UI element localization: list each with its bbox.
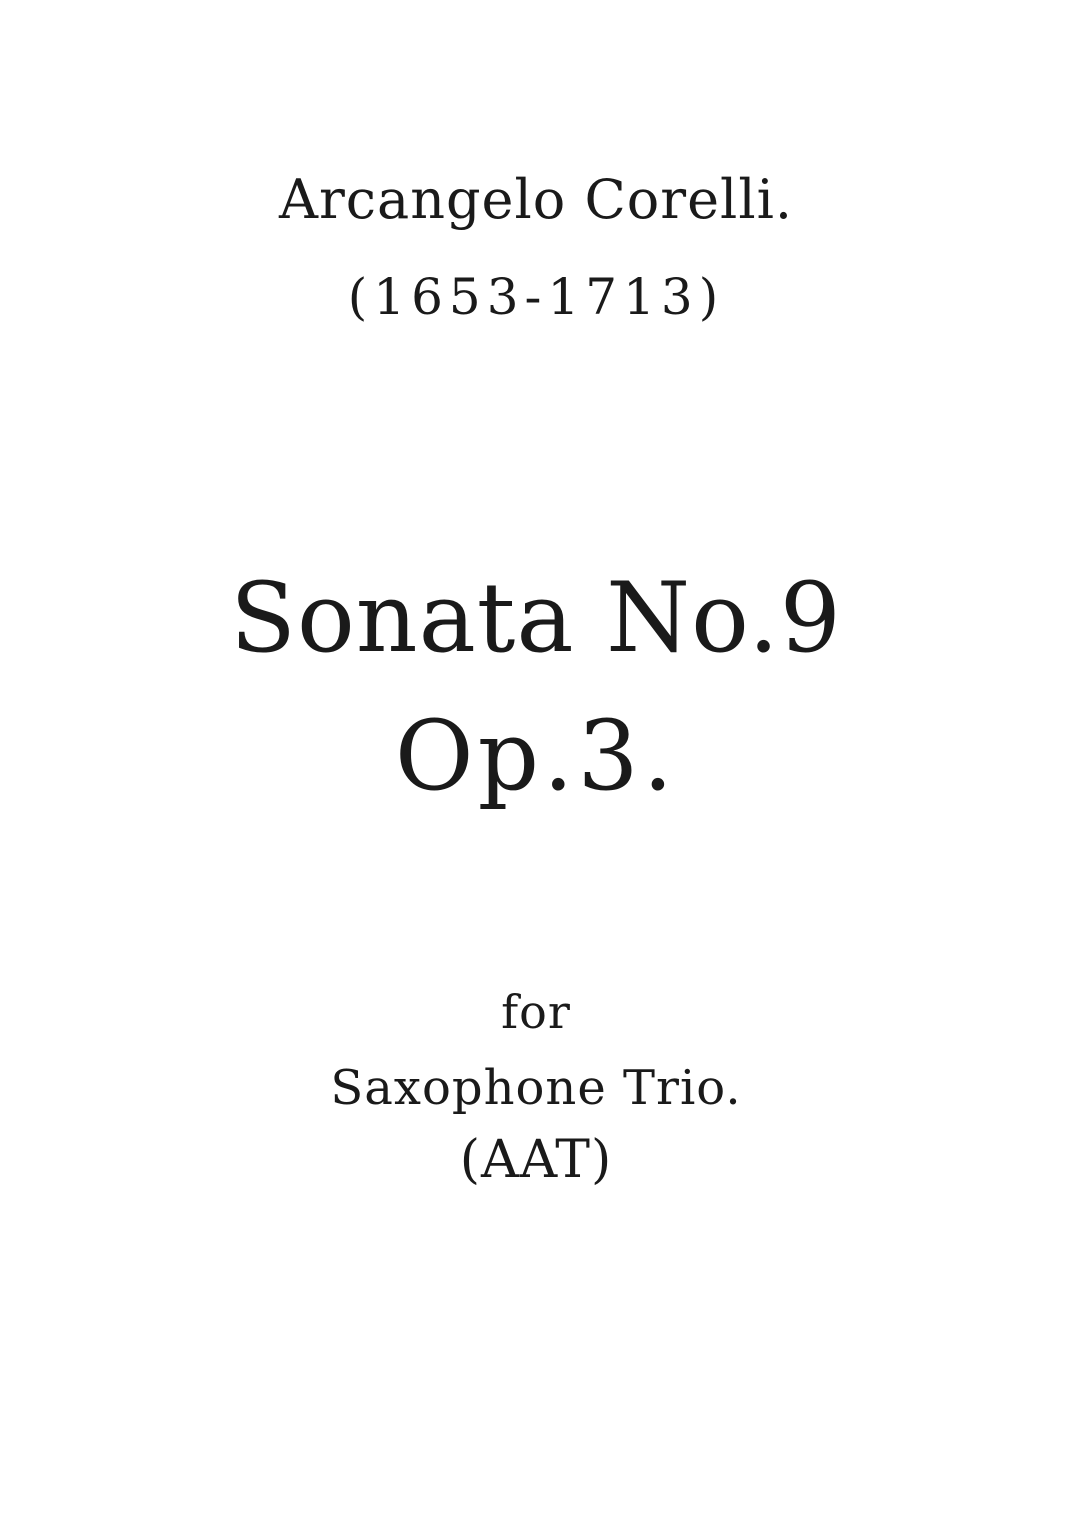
voicing: (AAT): [459, 1130, 613, 1190]
opus-number: Op.3.: [394, 700, 678, 812]
instrumentation: Saxophone Trio.: [330, 1060, 742, 1116]
composer-name: Arcangelo Corelli.: [278, 168, 794, 231]
composer-dates: (1653-1713): [347, 268, 725, 326]
for-label: for: [501, 985, 571, 1039]
work-title: Sonata No.9: [230, 562, 842, 674]
